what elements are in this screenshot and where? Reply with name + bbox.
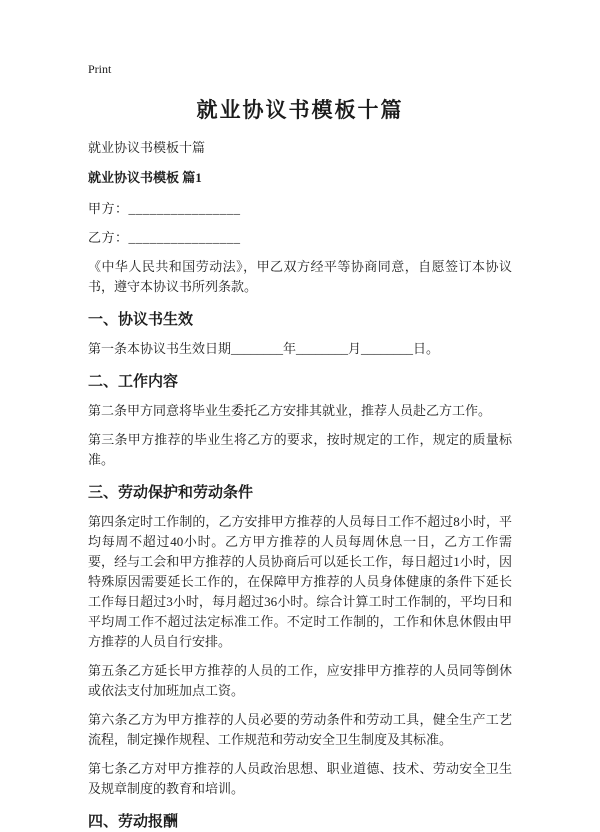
page-title: 就业协议书模板十篇	[196, 98, 404, 122]
page-subtitle: 就业协议书模板十篇	[88, 140, 206, 155]
clause-paragraph-3: 第三条甲方推荐的毕业生将乙方的要求，按时规定的工作，规定的质量标准。	[88, 432, 512, 467]
article-part-title: 就业协议书模板 篇1	[88, 170, 202, 185]
intro-paragraph: 《中华人民共和国劳动法》，甲乙双方经平等协商同意，自愿签订本协议书，遵守本协议书所列条款。	[88, 259, 512, 294]
clause-paragraph-6: 第六条乙方为甲方推荐的人员必要的劳动条件和劳动工具，健全生产工艺流程，制定操作规程、工作规范和劳动安全卫生制度及其标准。	[88, 712, 512, 747]
clause-paragraph-7: 第七条乙方对甲方推荐的人员政治思想、职业道德、技术、劳动安全卫生及规章制度的教育和培训。	[88, 761, 512, 796]
clause-paragraph-5: 第五条乙方延长甲方推荐的人员的工作，应安排甲方推荐的人员同等倒休或依法支付加班加点工资。	[88, 663, 512, 698]
section-heading-labor-pay: 四、劳动报酬	[88, 814, 179, 830]
clause-paragraph-2: 第二条甲方同意将毕业生委托乙方安排其就业，推荐人员赴乙方工作。	[88, 403, 492, 418]
section-heading-work-content: 二、工作内容	[88, 374, 179, 390]
section-heading-effectiveness: 一、协议书生效	[88, 312, 194, 328]
party-b-line: 乙方：________________	[88, 230, 241, 245]
section-heading-labor-protection: 三、劳动保护和劳动条件	[88, 485, 254, 501]
clause-paragraph-4: 第四条定时工作制的，乙方安排甲方推荐的人员每日工作不超过8小时，平均每周不超过40小时。乙方甲方推荐的人员每周休息一日，乙方工作需要，经与工会和甲方推荐的人员协商后可以延长工作，每日超过1小时，因特殊原因需要延长工作的，在保障甲方推荐的人员身体健康的条件下延长工作每日超过3小时，每月超过36小时。综合计算工时工作制的，平均日和平均周工作不超过法定标准工作。不定时工作制的，工作和休息休假由甲方推荐的人员自行安排。	[88, 514, 512, 649]
clause-paragraph-1: 第一条本协议书生效日期________年________月________日。	[88, 341, 440, 356]
party-a-line: 甲方：________________	[88, 201, 241, 216]
print-link[interactable]: Print	[88, 62, 112, 76]
